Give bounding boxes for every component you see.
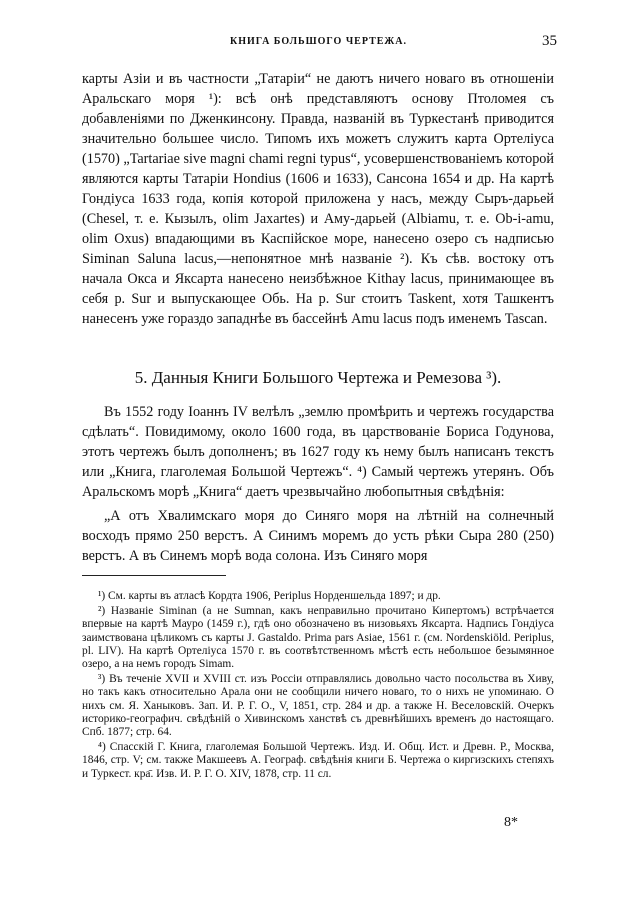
footnote-separator xyxy=(82,575,226,576)
paragraph-book-history xyxy=(82,402,554,502)
quotation-text: „А отъ Хвалимскаго моря до Синяго моря на лѣтній на солнечный восходъ прямо 250 верстъ. А Синимъ моремъ до усть рѣки Сыра 280 (250) верстъ. А въ Синемъ морѣ вода солона. Изъ Синяго моря xyxy=(82,508,554,564)
paragraph-quotation xyxy=(82,506,554,566)
signature-mark: 8* xyxy=(504,815,518,830)
footnote-2: ²) Названіе Siminan (а не Sumnan, какъ неправильно прочитано Кипертомъ) встрѣчается впервые на картѣ Мауро (1459 г.), гдѣ оно обозначено въ низовьяхъ Яксарта. Надпись Гондіуса заимствована цѣликомъ съ карты J. Gastaldo. Prima pars Asiae, 1561 г. (см. Nordenskiöld. Periplus, pl. LIV). На картѣ Ортеліуса 1570 г. въ соотвѣтственномъ мѣстѣ есть небольшое безымянное озеро, а на немъ городъ Simam. xyxy=(82,605,554,671)
running-head xyxy=(0,33,637,52)
section-heading: 5. Данныя Книги Большого Чертежа и Ремезова ³). xyxy=(134,368,502,387)
footnotes xyxy=(82,590,554,781)
paragraph-text: Въ 1552 году Іоаннъ IV велѣлъ „землю промѣрить и чертежъ государства сдѣлать“. Повидимому, около 1600 года, въ царствованіе Бориса Годунова, этотъ чертежъ былъ дополненъ; въ 1627 году къ нему былъ написанъ текстъ или „Книга, глаголемая Большой Чертежъ“. ⁴) Самый чертежъ утерянъ. Объ Аральскомъ морѣ „Книга“ даетъ чрезвычайно любопытныя свѣдѣнія: xyxy=(82,404,554,500)
footnote-3: ³) Въ теченіе XVII и XVIII ст. изъ Россіи отправлялись довольно часто посольства въ Хиву, но такъ какъ относительно Арала они не сообщили ничего новаго, то о нихъ не упоминаю. О нихъ см. Я. Ханыковъ. Зап. И. Р. Г. О., V, 1851, стр. 284 и др. а также Н. Веселовскій. Очеркъ историко-географич. свѣдѣній о Хивинскомъ ханствѣ съ древнѣйшихъ временъ до настоящаго. Спб. 1877; стр. 64. xyxy=(82,673,554,739)
footnote-4: ⁴) Спасскій Г. Книга, глаголемая Большой Чертежъ. Изд. И. Общ. Ист. и Древн. Р., Москва, 1846, стр. V; см. также Макшеевъ А. Географ. свѣдѣнія книги Б. Чертежа о киргизскихъ степяхъ и Туркест. кра̄. Изв. И. Р. Г. О. XIV, 1878, стр. 11 сл. xyxy=(82,741,554,780)
page-number: 35 xyxy=(542,33,557,49)
paragraph-aral-maps xyxy=(82,69,554,329)
footnote-1: ¹) См. карты въ атласѣ Кордта 1906, Periplus Норденшельда 1897; и др. xyxy=(98,590,441,602)
paragraph-text: карты Азіи и въ частности „Татаріи“ не даютъ ничего новаго въ отношеніи Аральскаго моря ¹): всѣ онѣ представляютъ основу Птоломея съ добавленіями по Дженкинсону. Правда, названій въ Туркестанѣ приводится значительно большее число. Типомъ ихъ можетъ служитъ карта Ортеліуса (1570) „Tartariae sive magni chami regni typus“, усовершенствованіемъ которой являются карты Татаріи Hondius (1606 и 1633), Сансона 1654 и др. На картѣ Гондіуса 1633 года, копія которой приложена у насъ, между Сыръ-дарьей (Chesel, т. е. Кызылъ, olim Jaxartes) и Аму-дарьей (Albiamu, т. е. Ob-i-amu, olim Oxus) впадающими въ Каспійское море, нанесено озеро съ надписью Siminan Saluna lacus,—непонятное мнѣ названіе ²). Къ сѣв. востоку отъ начала Окса и Яксарта нанесено неизбѣжное Kithay lacus, принимающее въ себя р. Sur и выпускающее Обь. На р. Sur стоитъ Taskent, хотя Ташкентъ нанесенъ уже гораздо западнѣе въ бассейнѣ Amu lacus подъ именемъ Tascan. xyxy=(82,71,554,327)
running-title: КНИГА БОЛЬШОГО ЧЕРТЕЖА. xyxy=(229,36,408,47)
